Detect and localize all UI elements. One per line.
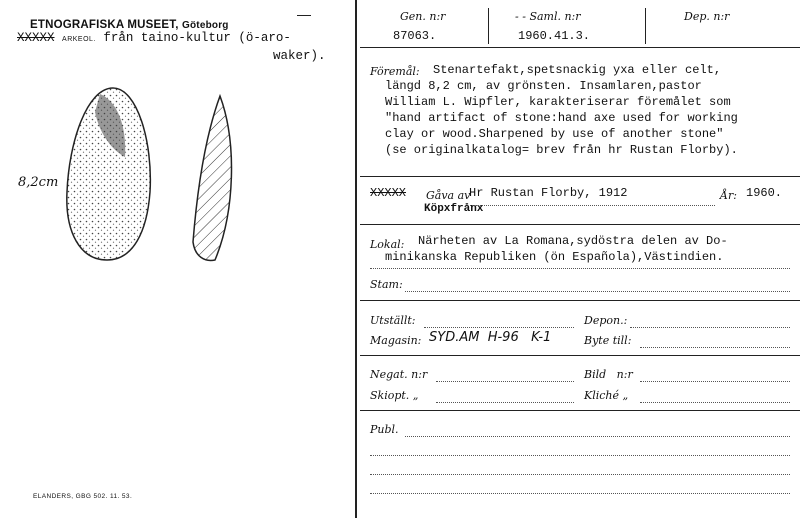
museum-name: ETNOGRAFISKA MUSEET, Göteborg xyxy=(30,19,229,31)
dep-label: Dep. n:r xyxy=(684,10,730,23)
kliche-label: Kliché „ xyxy=(584,389,629,402)
publ-dotline-4 xyxy=(370,493,790,494)
ar-value: 1960. xyxy=(746,186,783,200)
stam-dotline xyxy=(405,291,790,292)
saml-number: 1960.41.3. xyxy=(518,29,591,43)
rule-2 xyxy=(360,176,800,177)
magasin-value: SYD.AM H-96 K-1 xyxy=(429,330,552,345)
lokal-label: Lokal: xyxy=(370,238,405,251)
culture-tag: ARKEOL. xyxy=(62,36,96,43)
ar-label: År: xyxy=(720,189,737,202)
culture-line-1: XXXXX ARKEOL. från taino-kultur (ö-aro- xyxy=(17,31,291,45)
rule-3 xyxy=(360,224,800,225)
gava-label: Gåva av xyxy=(426,189,471,202)
kop-struck: Köpxfrånx xyxy=(424,203,484,215)
stam-label: Stam: xyxy=(370,278,403,291)
depon-dotline xyxy=(630,327,790,328)
lokal-line-1: Närheten av La Romana,sydöstra delen av Do- xyxy=(418,234,728,248)
publ-dotline-1 xyxy=(405,436,790,437)
foremal-line-3: William L. Wipfler, karakteriserar föremålet som xyxy=(385,95,731,109)
saml-label: - - Saml. n:r xyxy=(515,10,581,23)
rule-5 xyxy=(360,355,800,356)
gen-number: 87063. xyxy=(393,29,437,43)
byte-dotline xyxy=(640,347,790,348)
utstallt-dotline xyxy=(424,327,574,328)
negat-dotline xyxy=(436,381,574,382)
card-divider xyxy=(355,0,357,518)
depon-label: Depon.: xyxy=(584,314,628,327)
lokal-line-2: minikanska Republiken (ön Española),Västindien. xyxy=(385,250,724,264)
gava-value: Hr Rustan Florby, 1912 xyxy=(469,186,628,200)
printer-mark: ELANDERS, GBG 502. 11. 53. xyxy=(33,493,133,500)
magasin-label: Magasin: xyxy=(370,334,422,347)
gava-dotline xyxy=(470,205,715,206)
publ-dotline-3 xyxy=(370,474,790,475)
utstallt-label: Utställt: xyxy=(370,314,416,327)
foremal-line-4: "hand artifact of stone:hand axe used for working xyxy=(385,111,738,125)
foremal-line-2: längd 8,2 cm, av grönsten. Insamlaren,pastor xyxy=(385,79,702,93)
foremal-line-6: (se originalkatalog= brev från hr Rustan Florby). xyxy=(385,143,738,157)
culture-line-2: waker). xyxy=(273,49,326,63)
gava-struck: XXXXX xyxy=(370,186,407,200)
negat-label: Negat. n:r xyxy=(370,368,428,381)
header-divider-1 xyxy=(488,8,489,44)
foremal-line-5: clay or wood.Sharpened by use of another stone" xyxy=(385,127,724,141)
skiopt-dotline xyxy=(436,402,574,403)
corner-dash xyxy=(297,15,311,16)
gen-label: Gen. n:r xyxy=(400,10,446,23)
publ-dotline-2 xyxy=(370,455,790,456)
foremal-label: Föremål: xyxy=(370,65,420,78)
struck-prefix: XXXXX xyxy=(17,31,55,45)
rule-4 xyxy=(360,300,800,301)
rule-6 xyxy=(360,410,800,411)
header-divider-2 xyxy=(645,8,646,44)
rule-1 xyxy=(360,47,800,48)
kliche-dotline xyxy=(640,402,790,403)
publ-label: Publ. xyxy=(370,423,399,436)
bild-dotline xyxy=(640,381,790,382)
axe-profile-view xyxy=(193,96,231,260)
size-annotation: 8,2cm xyxy=(18,175,59,190)
foremal-line-1: Stenartefakt,spetsnackig yxa eller celt, xyxy=(433,63,722,77)
axe-drawing xyxy=(55,82,250,267)
skiopt-label: Skiopt. „ xyxy=(370,389,419,402)
bild-label: Bild n:r xyxy=(584,368,633,381)
lokal-dotline xyxy=(370,268,790,269)
byte-label: Byte till: xyxy=(584,334,632,347)
